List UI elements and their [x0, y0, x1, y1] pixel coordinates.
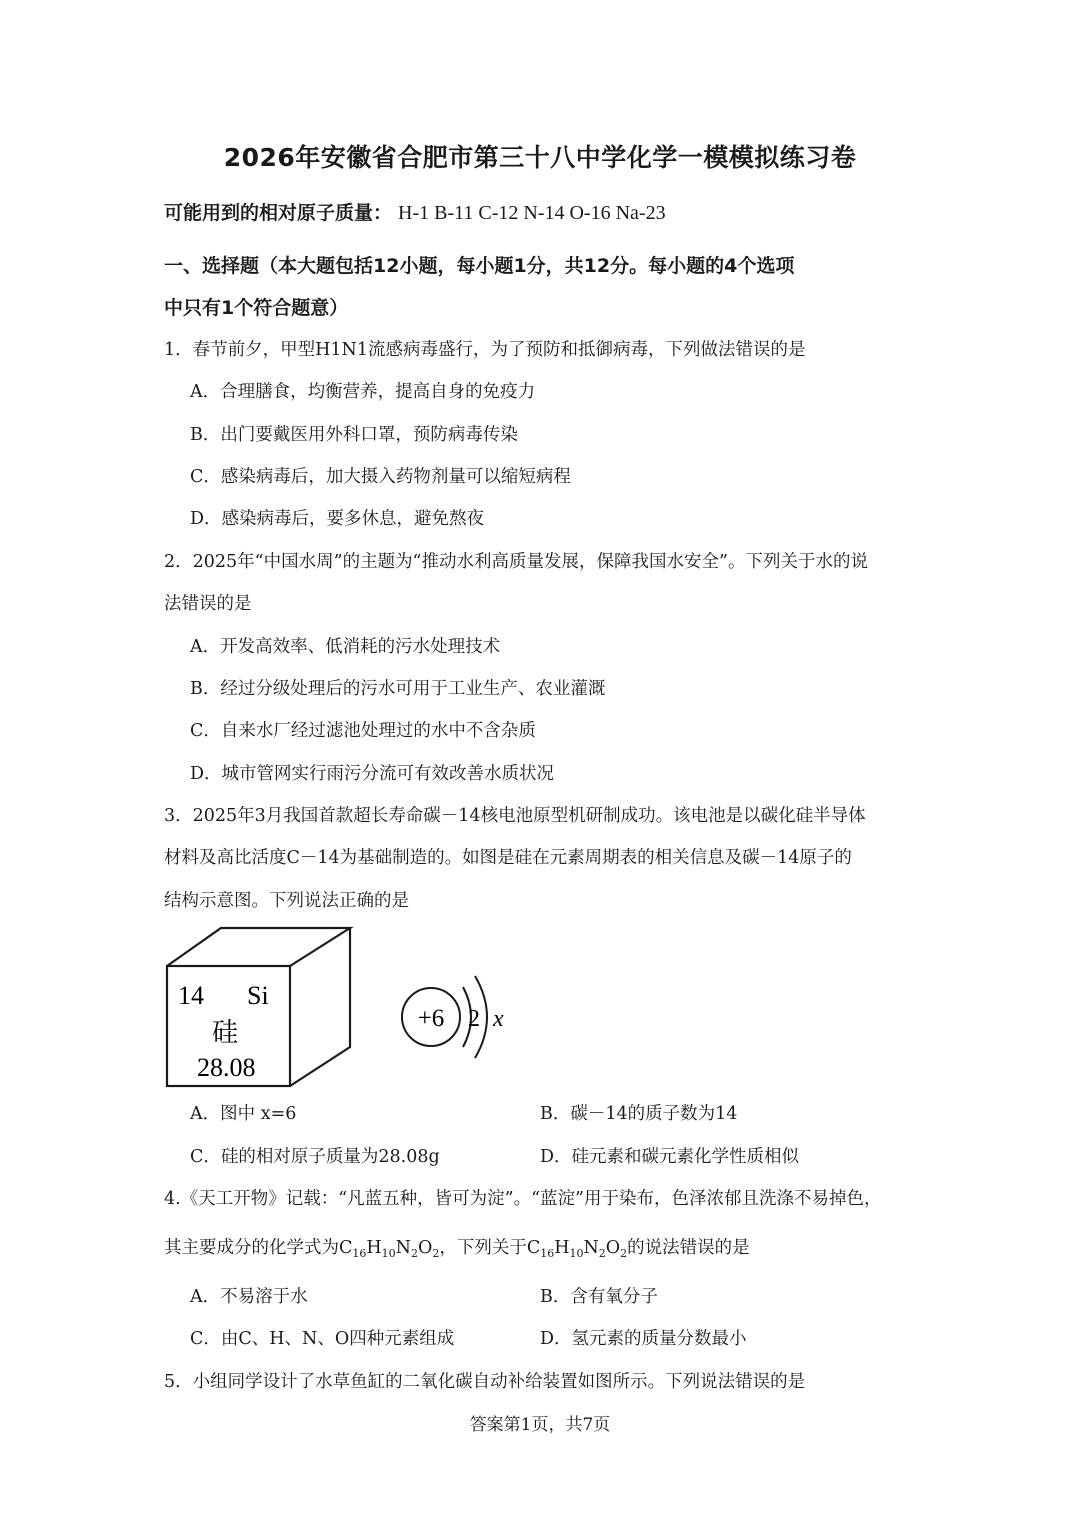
element-atomic-number: 14 [178, 981, 204, 1010]
q4-stem-text-2: ，下列关于 [439, 1238, 527, 1258]
chemical-formula: $C_{16}H_{10}N_2O_2$ [526, 1238, 628, 1260]
q1-option-b: B．出门要戴医用外科口罩，预防病毒传染 [190, 425, 518, 445]
q1-option-d: D．感染病毒后，要多休息，避免熬夜 [190, 509, 485, 529]
q1-option-c: C．感染病毒后，加大摄入药物剂量可以缩短病程 [190, 467, 571, 487]
nucleus-charge: +6 [417, 1005, 445, 1032]
page-footer: 答案第1页，共7页 [469, 1415, 611, 1435]
q3-option-c: C．硅的相对原子质量为28.08g [190, 1147, 440, 1167]
element-symbol: Si [247, 981, 269, 1010]
q3-stem-line1: 3．2025年3月我国首款超长寿命碳－14核电池原型机研制成功。该电池是以碳化硅半导体 [164, 806, 866, 826]
atomic-mass-label: 可能用到的相对原子质量： [164, 202, 393, 224]
element-mass: 28.08 [197, 1053, 256, 1082]
atom-structure-diagram [395, 960, 525, 1075]
q2-stem-line2: 法错误的是 [164, 594, 252, 614]
q4-option-b: B．含有氧分子 [540, 1287, 658, 1307]
q3-option-d: D．硅元素和碳元素化学性质相似 [540, 1147, 800, 1167]
q3-stem-line3: 结构示意图。下列说法正确的是 [164, 891, 409, 911]
chemical-formula: $C_{16}H_{10}N_2O_2$ [339, 1238, 440, 1260]
q4-option-a: A．不易溶于水 [190, 1287, 308, 1307]
page-title: 2026年安徽省合肥市第三十八中学化学一模模拟练习卷 [223, 143, 857, 172]
q3-option-a: A．图中 x=6 [190, 1104, 297, 1124]
element-card-top [167, 928, 350, 966]
q2-option-a: A．开发高效率、低消耗的污水处理技术 [190, 637, 501, 657]
atomic-mass-values: H-1 B-11 C-12 N-14 O-16 Na-23 [398, 202, 666, 224]
shell-2-electrons: x [493, 1006, 504, 1032]
q4-stem-line2 [164, 1236, 750, 1260]
section-heading-line1: 一、选择题（本大题包括12小题，每小题1分，共12分。每小题的4个选项 [164, 255, 795, 277]
shell-1-electrons: 2 [468, 1006, 480, 1032]
q2-option-d: D．城市管网实行雨污分流可有效改善水质状况 [190, 764, 555, 784]
q3-stem-line2: 材料及高比活度C－14为基础制造的。如图是硅在元素周期表的相关信息及碳－14原子的 [164, 848, 852, 868]
element-name: 硅 [212, 1018, 239, 1047]
q2-stem-line1: 2．2025年“中国水周”的主题为“推动水利高质量发展，保障我国水安全”。下列关于水的说 [164, 552, 868, 572]
element-card-side [290, 928, 350, 1086]
q1-stem: 1．春节前夕，甲型H1N1流感病毒盛行，为了预防和抵御病毒，下列做法错误的是 [164, 340, 806, 360]
q2-option-b: B．经过分级处理后的污水可用于工业生产、农业灌溉 [190, 679, 606, 699]
section-heading-line2: 中只有1个符合题意） [164, 297, 349, 319]
q4-option-c: C．由C、H、N、O四种元素组成 [190, 1329, 455, 1349]
q2-option-c: C．自来水厂经过滤池处理过的水中不含杂质 [190, 721, 536, 741]
atomic-mass-line [164, 201, 666, 225]
q4-stem-line1: 4.《天工开物》记载：“凡蓝五种，皆可为淀”。“蓝淀”用于染布，色泽浓郁且洗涤不易掉色， [164, 1189, 882, 1209]
q3-option-b: B．碳－14的质子数为14 [540, 1104, 738, 1124]
q4-stem-text-3: 的说法错误的是 [627, 1238, 750, 1258]
element-card-figure [160, 924, 360, 1092]
q4-stem-text-1: 其主要成分的化学式为 [164, 1238, 339, 1258]
q5-stem: 5．小组同学设计了水草鱼缸的二氧化碳自动补给装置如图所示。下列说法错误的是 [164, 1372, 806, 1392]
q1-option-a: A．合理膳食，均衡营养，提高自身的免疫力 [190, 382, 536, 402]
q4-option-d: D．氢元素的质量分数最小 [540, 1329, 747, 1349]
